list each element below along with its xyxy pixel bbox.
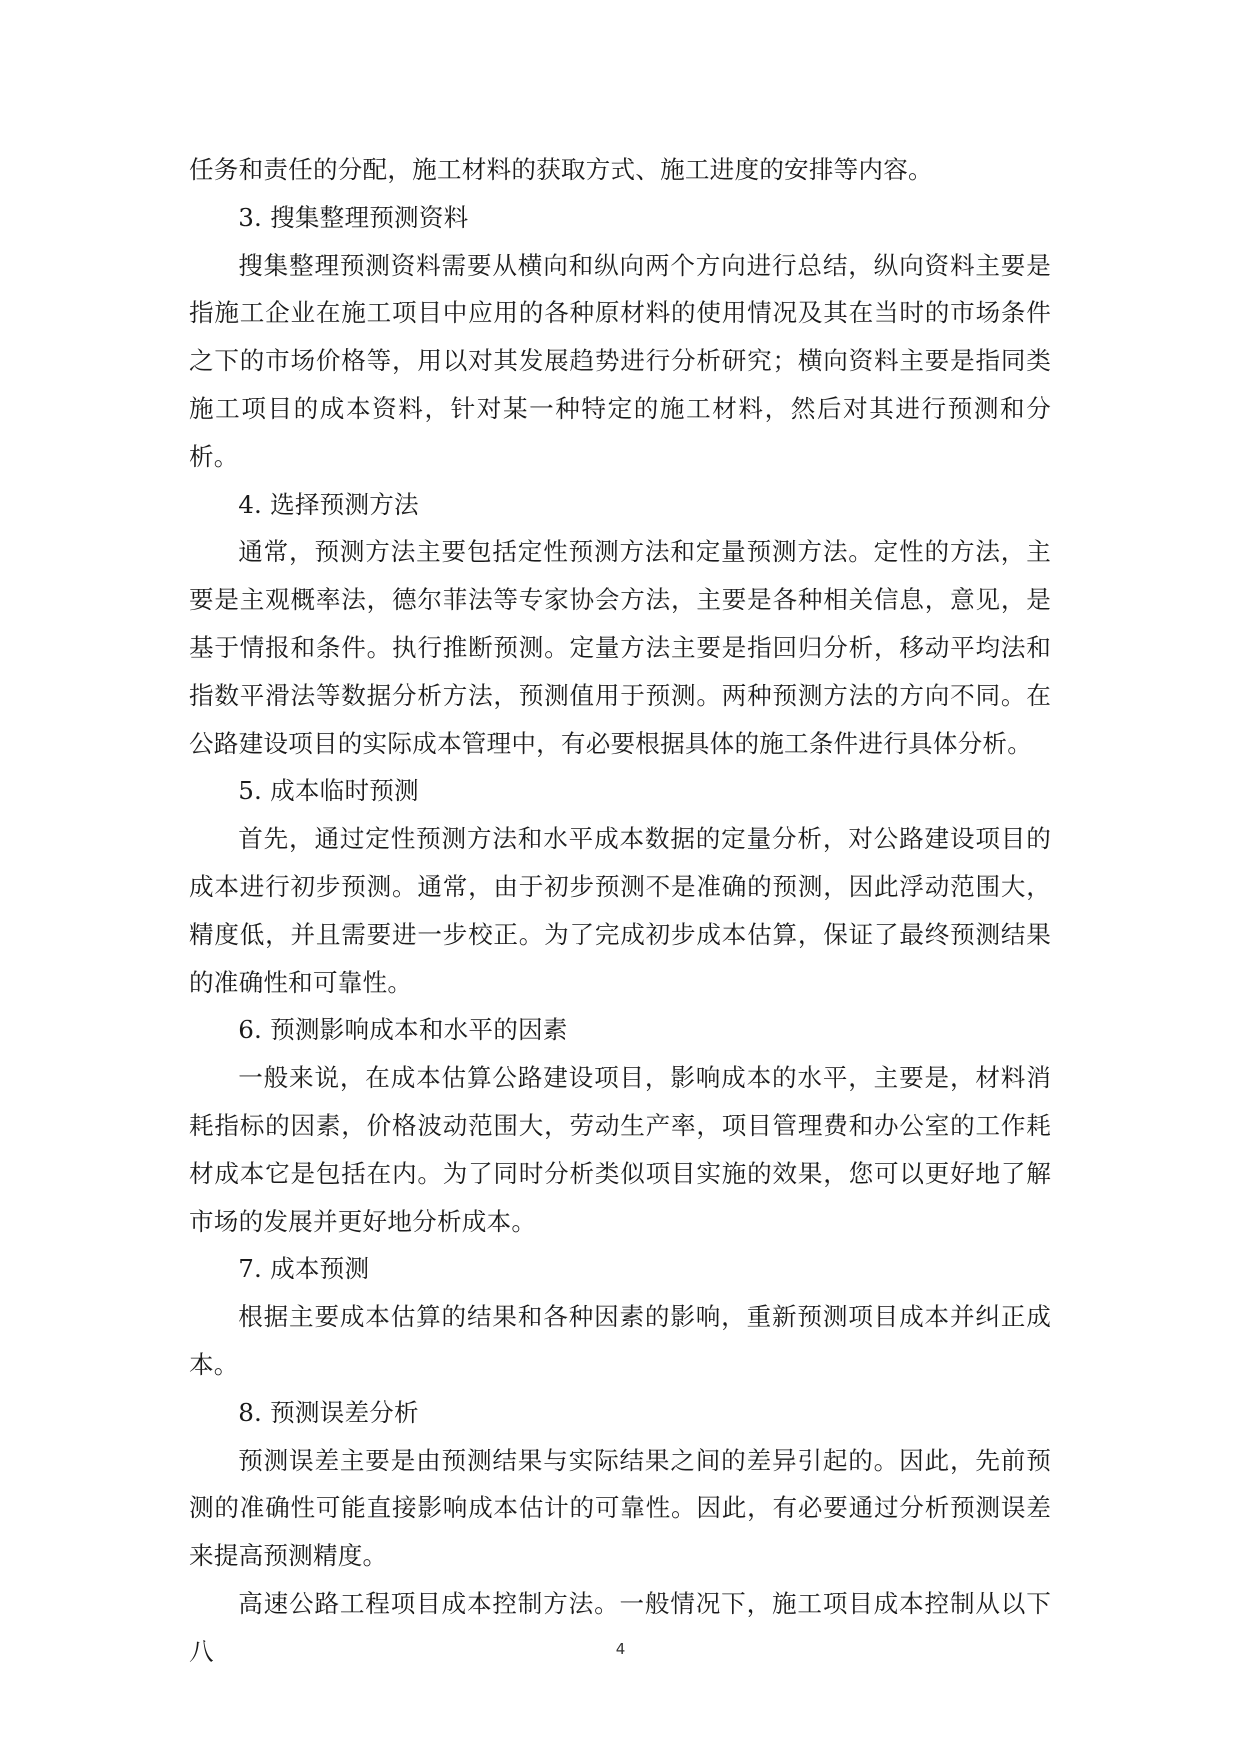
document-body [189, 146, 1051, 1676]
section-heading-8: 8. 预测误差分析 [238, 1397, 419, 1427]
paragraph-influencing-factors: 一般来说，在成本估算公路建设项目，影响成本的水平，主要是，材料消耗指标的因素，价格波动范围大，劳动生产率，项目管理费和办公室的工作耗材成本它是包括在内。为了同时分析类似项目实施的效果，您可以更好地了解市场的发展并更好地分析成本。 [189, 1063, 1051, 1236]
section-heading-7: 7. 成本预测 [238, 1254, 370, 1284]
paragraph-choose-method: 通常，预测方法主要包括定性预测方法和定量预测方法。定性的方法，主要是主观概率法，德尔菲法等专家协会方法，主要是各种相关信息，意见，是基于情报和条件。执行推断预测。定量方法主要是指回归分析，移动平均法和指数平滑法等数据分析方法，预测值用于预测。两种预测方法的方向不同。在公路建设项目的实际成本管理中，有必要根据具体的施工条件进行具体分析。 [189, 537, 1051, 758]
page-number: 4 [615, 1640, 626, 1658]
paragraph-continuation: 任务和责任的分配，施工材料的获取方式、施工进度的安排等内容。 [189, 155, 933, 184]
paragraph-cost-forecast: 根据主要成本估算的结果和各种因素的影响，重新预测项目成本并纠正成本。 [189, 1302, 1051, 1379]
section-heading-6: 6. 预测影响成本和水平的因素 [238, 1015, 568, 1045]
paragraph-collect-data: 搜集整理预测资料需要从横向和纵向两个方向进行总结，纵向资料主要是指施工企业在施工项目中应用的各种原材料的使用情况及其在当时的市场条件之下的市场价格等，用以对其发展趋势进行分析研究；横向资料主要是指同类施工项目的成本资料，针对某一种特定的施工材料，然后对其进行预测和分析。 [189, 250, 1051, 471]
section-heading-5: 5. 成本临时预测 [238, 776, 419, 806]
paragraph-temporary-forecast: 首先，通过定性预测方法和水平成本数据的定量分析，对公路建设项目的成本进行初步预测。通常，由于初步预测不是准确的预测，因此浮动范围大，精度低，并且需要进一步校正。为了完成初步成本估算，保证了最终预测结果的准确性和可靠性。 [189, 824, 1051, 997]
section-heading-3: 3. 搜集整理预测资料 [238, 202, 469, 232]
paragraph-error-analysis: 预测误差主要是由预测结果与实际结果之间的差异引起的。因此，先前预测的准确性可能直接影响成本估计的可靠性。因此，有必要通过分析预测误差来提高预测精度。 [189, 1445, 1051, 1571]
section-heading-4: 4. 选择预测方法 [238, 489, 419, 519]
paragraph-control-method: 高速公路工程项目成本控制方法。一般情况下，施工项目成本控制从以下八 [189, 1588, 1051, 1666]
